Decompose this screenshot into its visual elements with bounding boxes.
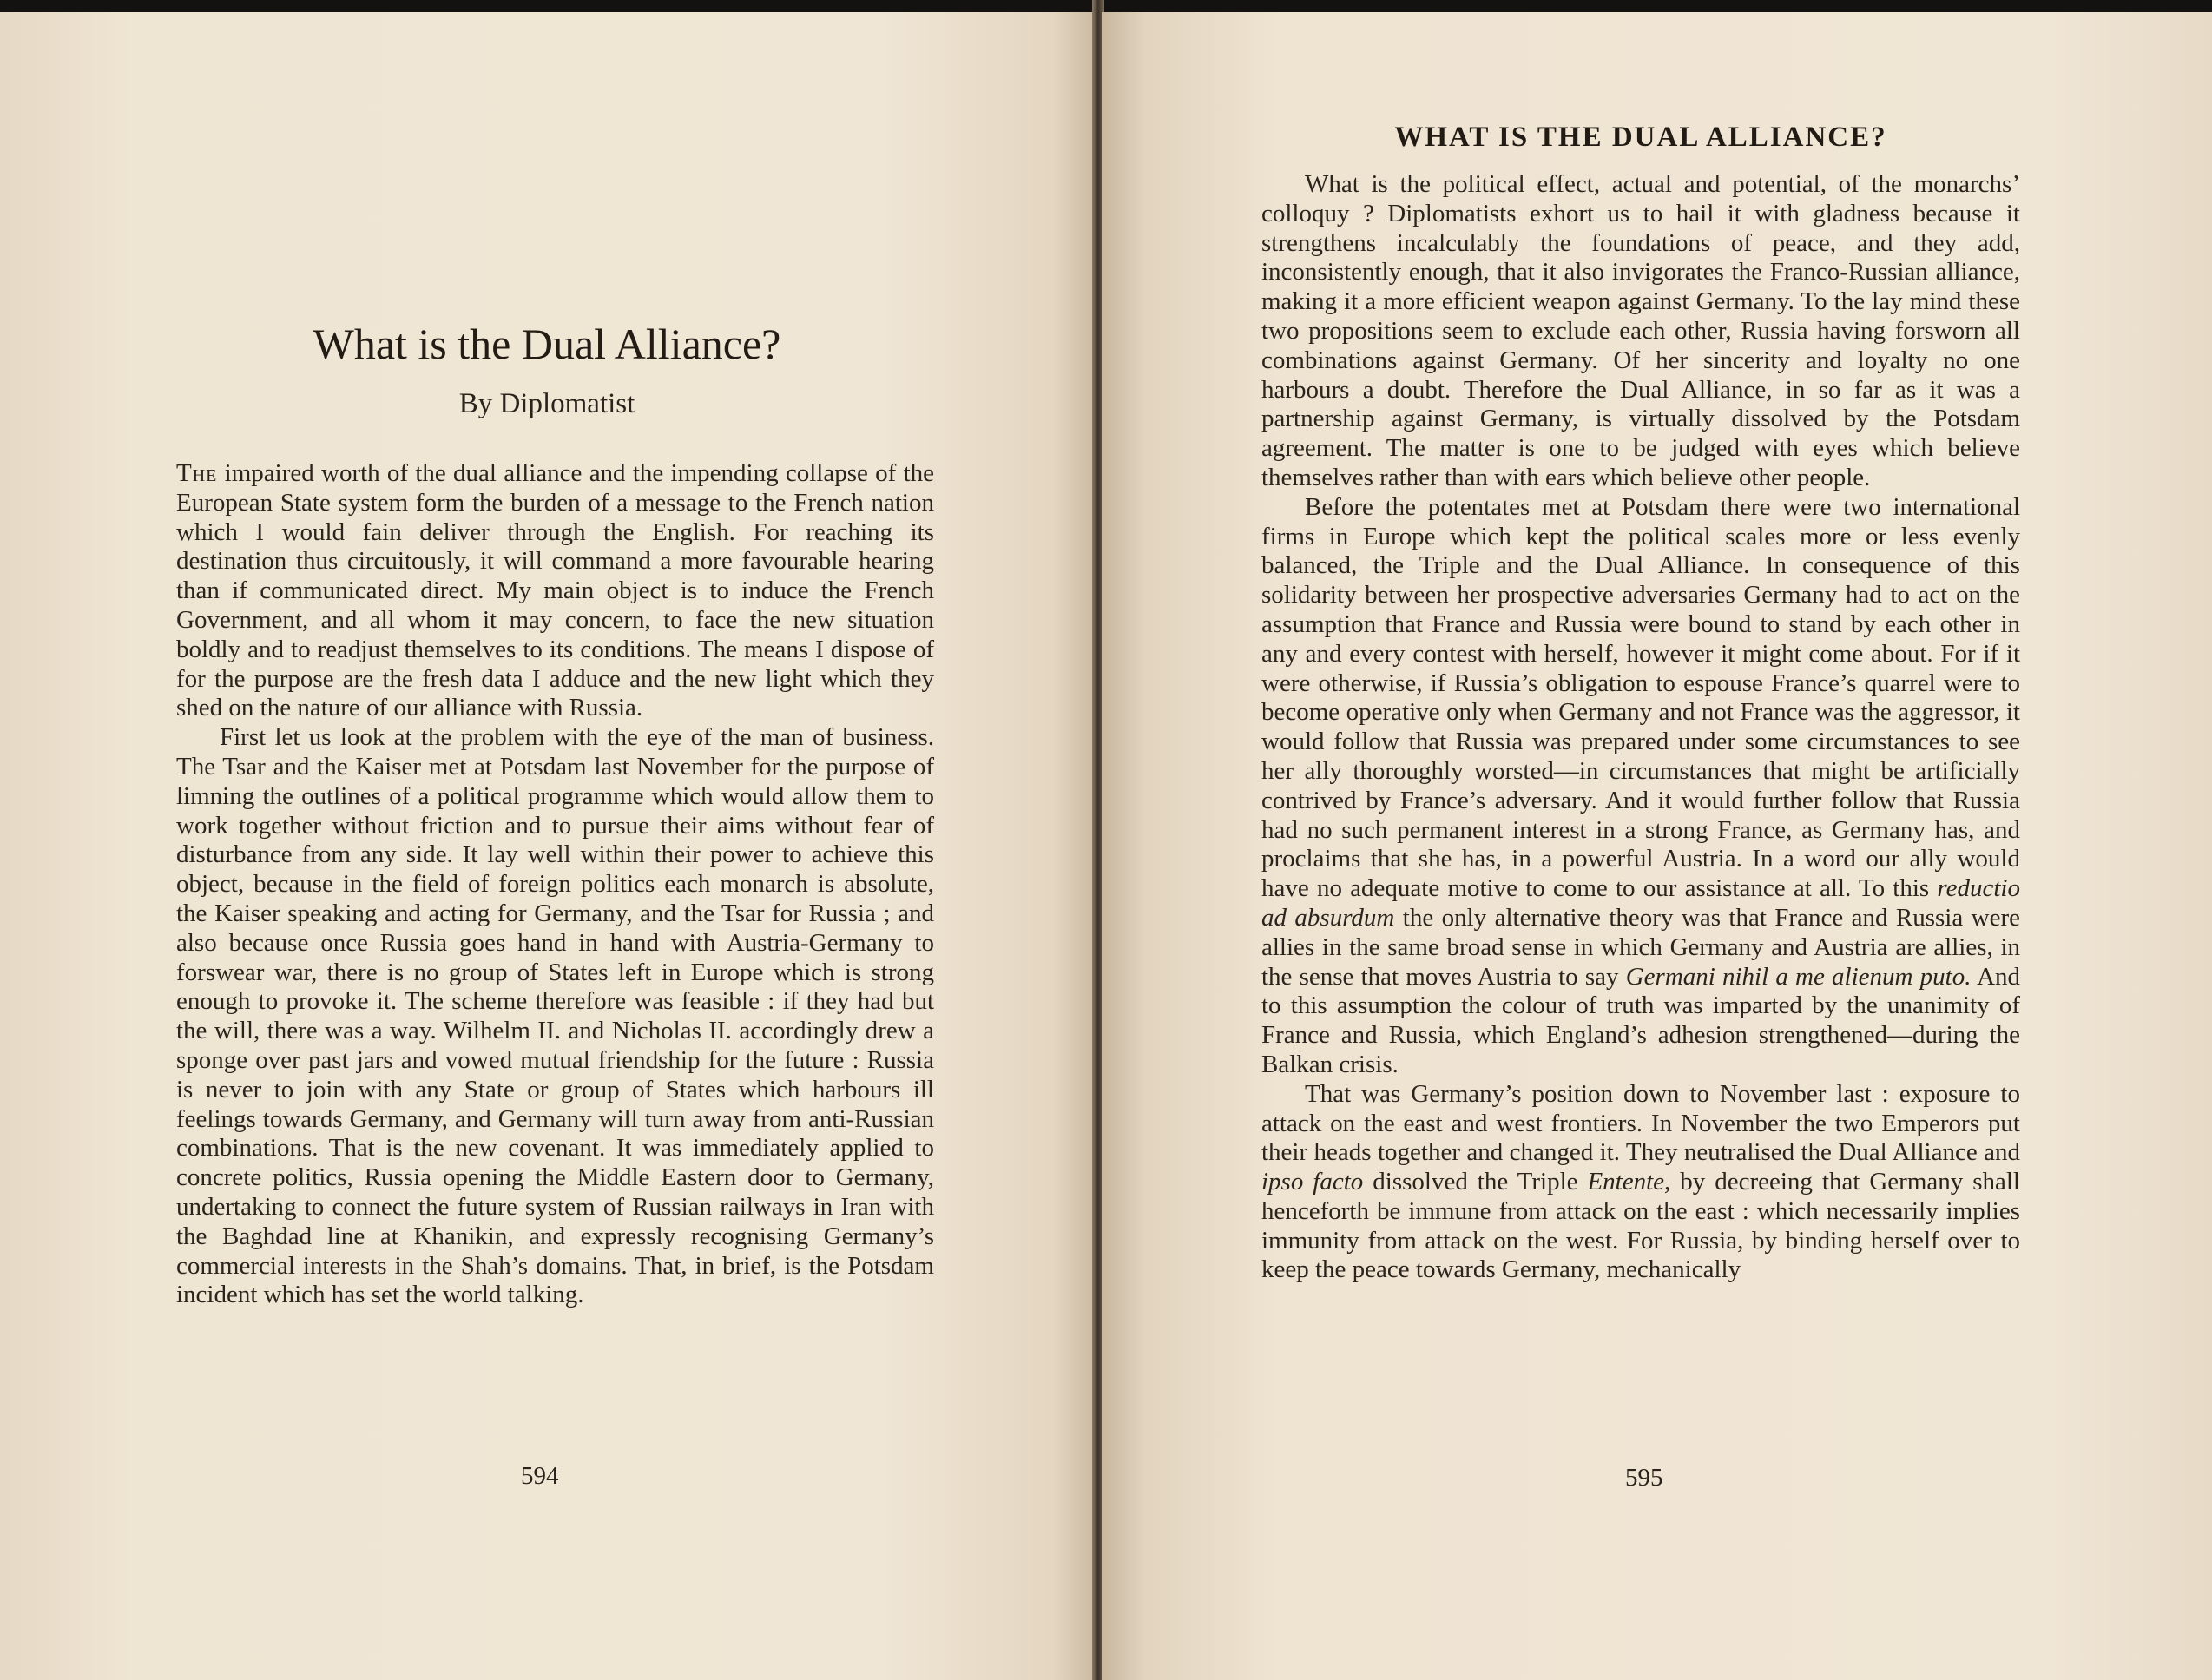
- body-paragraph: [1261, 1080, 2020, 1286]
- italic-phrase: Entente,: [1587, 1168, 1671, 1196]
- italic-phrase: ipso facto: [1261, 1168, 1364, 1196]
- paragraph-text: by decreeing that Germany shall henceforth be immune from attack on the east : which necessarily implies immunity from attack on the west. For Russia, by binding herself over to keep the peace towards Germany, mechanically: [1261, 1168, 2020, 1284]
- page-number: 595: [1625, 1464, 1663, 1492]
- running-head: WHAT IS THE DUAL ALLIANCE?: [1394, 122, 1887, 153]
- left-page: [0, 12, 1096, 1680]
- scan-edge: [0, 0, 2212, 12]
- paragraph-text: impaired worth of the dual alliance and the impending collapse of the European State system form the burden of a message to the French nation which I would fain deliver through the English. For reaching its destination thus circuitously, it will command a more favourable hearing than if communicated direct. My main object is to induce the French Government, and all whom it may concern, to face the new situation boldly and to readjust themselves to its conditions. The means I dispose of for the purpose are the fresh data I adduce and the new light which they shed on the nature of our alliance with Russia.: [176, 459, 934, 722]
- paragraph-text: dissolved the Triple: [1373, 1168, 1578, 1196]
- italic-phrase: Germani nihil a me alienum puto.: [1625, 962, 1972, 991]
- paragraph-text: That was Germany’s position down to November last : exposure to attack on the east and west frontiers. In November the two Emperors put their heads together and changed it. They neutralised the Dual Alliance and: [1261, 1079, 2020, 1167]
- right-body-text: [1261, 170, 2020, 1285]
- article-title: What is the Dual Alliance?: [313, 320, 781, 368]
- opening-paragraph: [176, 459, 934, 723]
- body-paragraph: [1261, 493, 2020, 1080]
- paragraph-text: And to this assumption the colour of truth was imparted by the unanimity of France and Russia, which England’s adhesion strengthened—during the Balkan crisis.: [1261, 962, 2021, 1078]
- paragraph-text: the only alternative theory was that France and Russia were allies in the same broad sense in which Germany and Austria are allies, in the sense that moves Austria to say: [1261, 903, 2020, 991]
- page-number: 594: [521, 1462, 559, 1490]
- dropcap-word: The: [176, 459, 218, 487]
- italic-phrase: reductio ad absurdum: [1261, 874, 2020, 932]
- paragraph-text: Before the potentates met at Potsdam there were two international firms in Europe which kept the political scales more or less evenly balanced, the Triple and the Dual Alliance. In consequence of this solidarity between her prospective adversaries Germany had to act on the assumption that France and Russia were bound to stand by each other in any and every contest with herself, however it might come about. For if it were otherwise, if Russia’s obligation to espouse France’s quarrel were to become operative only when Germany and not France was the aggressor, it would follow that Russia was prepared under some circumstances to see her ally thoroughly worsted—in circumstances that might be artificially contrived by France’s adversary. And it would further follow that Russia had no such permanent interest in a strong France, as Germany has, and proclaims that she has, in a powerful Austria. In a word our ally would have no adequate motive to come to our assistance at all. To this: [1261, 492, 2020, 903]
- body-paragraph: First let us look at the problem with the eye of the man of business. The Tsar and the Kaiser met at Potsdam last November for the purpose of limning the outlines of a political programme which would allow them to work together without friction and to pursue their aims without fear of disturbance from any side. It lay well within their power to achieve this object, because in the field of foreign politics each monarch is absolute, the Kaiser speaking and acting for Germany, and the Tsar for Russia ; and also because once Russia goes hand in hand with Austria-Germany to forswear war, there is no group of States left in Europe which is strong enough to provoke it. The scheme therefore was feasible : if they had but the will, there was a way. Wilhelm II. and Nicholas II. accordingly drew a sponge over past jars and vowed mutual friendship for the future : Russia is never to join with any State or group of States which harbours ill feelings towards Germany, and Germany will turn away from anti-Russian combinations. That is the new covenant. It was immediately applied to concrete politics, Russia opening the Middle Eastern door to Germany, undertaking to connect the future system of Russian railways in Iran with the Baghdad line at Khanikin, and expressly recognising Germany’s commercial interests in the Shah’s domains. That, in brief, is the Potsdam incident which has set the world talking.: [176, 723, 934, 1309]
- left-body-text: [176, 459, 934, 1310]
- article-byline: By Diplomatist: [458, 388, 635, 419]
- body-paragraph: What is the political effect, actual and potential, of the monarchs’ colloquy ? Diplomatists exhort us to hail it with gladness because it strengthens incalculably the foundations of peace, and they add, inconsistently enough, that it also invigorates the Franco-Russian alliance, making it a more efficient weapon against Germany. To the lay mind these two propositions seem to exclude each other, Russia having forsworn all combinations against Germany. Of her sincerity and loyalty no one harbours a doubt. Therefore the Dual Alliance, in so far as it was a partnership against Germany, is virtually dissolved by the Potsdam agreement. The matter is one to be judged with eyes which believe themselves rather than with ears which believe other people.: [1261, 170, 2020, 491]
